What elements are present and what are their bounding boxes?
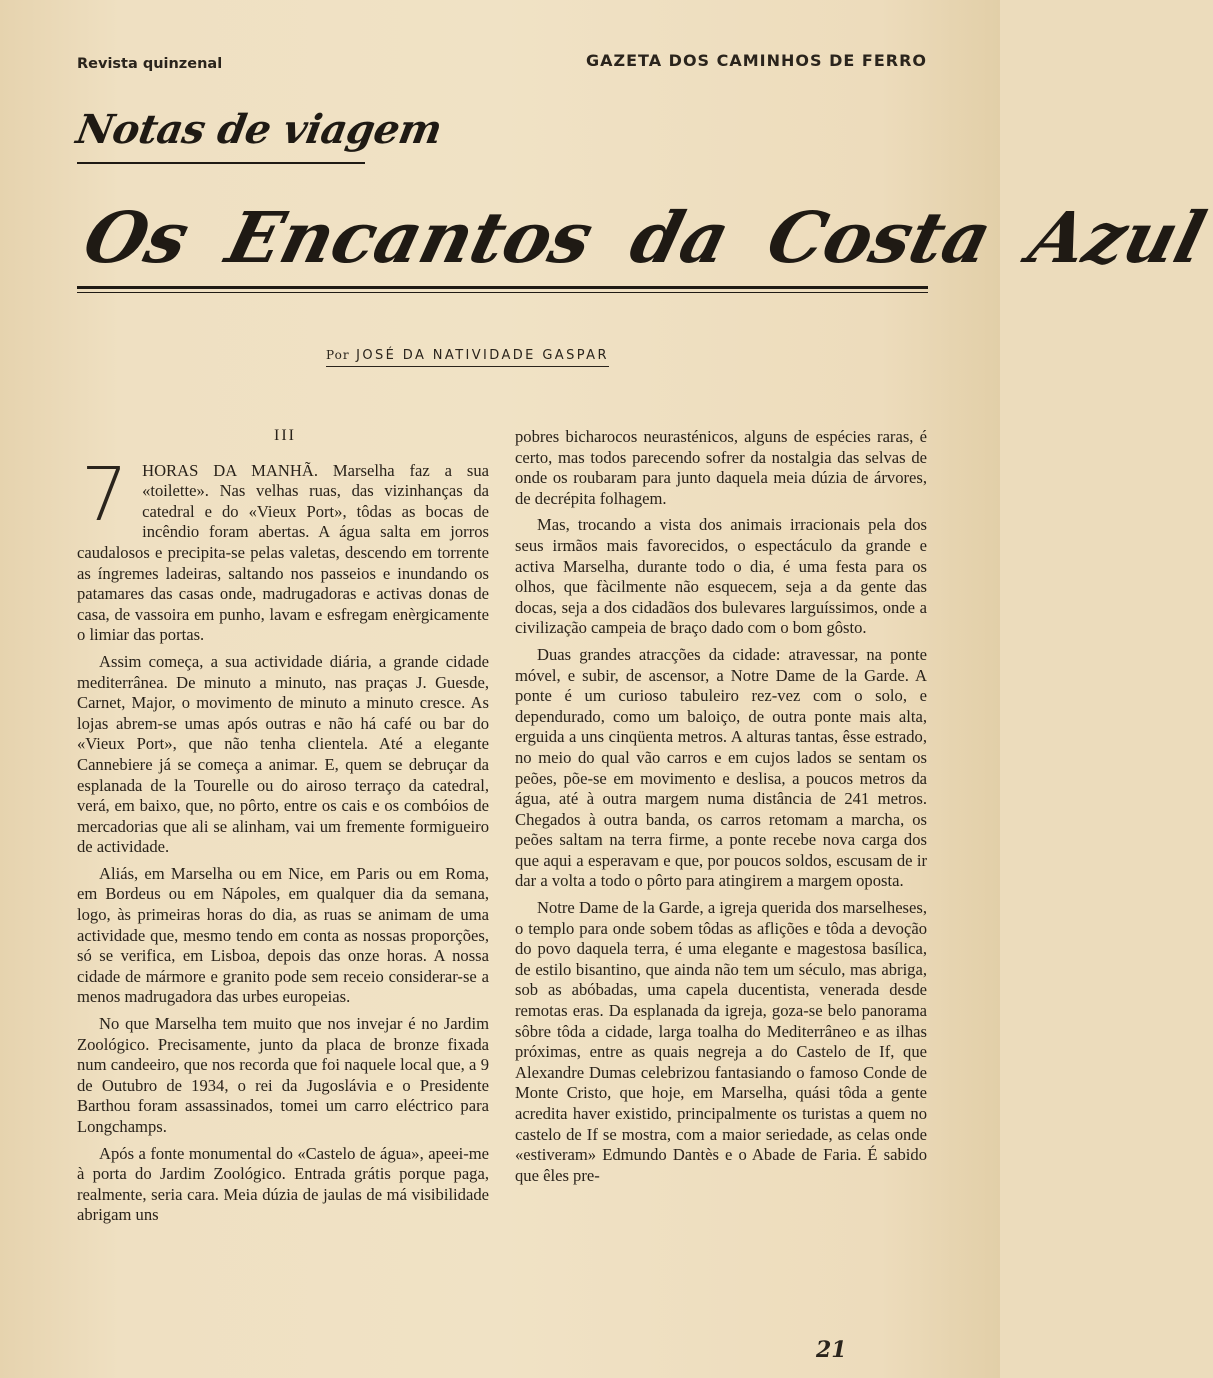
paragraph: pobres bicharocos neurasténicos, alguns de espécies raras, é certo, mas todos parecendo sofrer da nostalgia das selvas de onde os roubaram para junto daquela meia dúzia de árvores, de decrépita folhagem. — [515, 427, 927, 508]
paragraph: Duas grandes atracções da cidade: atravessar, na ponte móvel, e subir, de ascensor, a Notre Dame de la Garde. A ponte é um curioso tabuleiro rez-vez com o solo, e dependurado, como um baloiço, de outra ponte mais alta, erguida a uns cinqüenta metros. A alturas tantas, êsse estrado, no meio do qual vão carros e em cujos lados se sentam os peões, põe-se em movimento e deslisa, a poucos metros da água, até à outra margem numa distância de 241 metros. Chegados à outra banda, os carros retomam a marcha, os peões saltam na terra firme, a ponte recebe nova carga dos que aqui a esperavam e que, por poucos soldos, escusam de ir dar a volta a todo o pôrto para atingirem a margem oposta. — [515, 644, 927, 891]
article-title: Os Encantos da Costa Azul — [76, 196, 1213, 279]
article-byline — [326, 348, 609, 367]
paragraph: Aliás, em Marselha ou em Nice, em Paris ou em Roma, em Bordeus ou em Nápoles, em qualquer dia da semana, logo, às primeiras horas do dia, as ruas se animam de uma actividade que, mesmo tendo em conta as nossas proporções, só se verifica, em Lisboa, depois das onze horas. A nossa cidade de mármore e granito pode sem receio considerar-se a menos madrugadora das urbes europeias. — [77, 863, 489, 1007]
drop-cap: 7 — [81, 451, 129, 538]
paragraph — [77, 451, 489, 646]
text-column-left — [77, 422, 489, 1226]
paragraph: Mas, trocando a vista dos animais irracionais pela dos seus irmãos mais favorecidos, o espectáculo da grande e activa Marselha, durante todo o dia, é uma festa para os olhos, que fàcilmente não esquecem, seja a da gente das docas, seja a dos cidadãos dos bulevares larguíssimos, onde a civilização campeia de braço dado com o bom gôsto. — [515, 515, 927, 638]
page-number: 21 — [816, 1337, 847, 1363]
text-column-right — [515, 427, 927, 1186]
paragraph: No que Marselha tem muito que nos invejar é no Jardim Zoológico. Precisamente, junto da placa de bronze fixada num candeeiro, que nos recorda que foi naquele local que, a 9 de Outubro de 1934, o rei da Jugoslávia e o Presidente Barthou foram assassinados, tomei um carro eléctrico para Longchamps. — [77, 1014, 489, 1136]
article-kicker: Notas de viagem — [72, 106, 446, 153]
paragraph-text: HORAS DA MANHÃ. Marselha faz a sua «toilette». Nas velhas ruas, das vizinhanças da catedral e do «Vieux Port», tôdas as bocas de incêndio foram abertas. A água salta em jorros caudalosos e precipita-se pelas valetas, descendo em torrente as íngremes ladeiras, saltando nos passeios e inundando os patamares das casas onde, madrugadoras e activas donas de casa, de vassoira em punho, lavam e esfregam enèrgicamente o limiar das portas. — [77, 460, 489, 645]
title-rule-thin — [77, 292, 928, 293]
header-periodicity: Revista quinzenal — [77, 56, 223, 72]
section-number: III — [274, 427, 296, 444]
header-publication-title: GAZETA DOS CAMINHOS DE FERRO — [585, 51, 927, 70]
byline-prefix: Por — [326, 348, 350, 362]
byline-author: JOSÉ DA NATIVIDADE GASPAR — [356, 348, 609, 363]
paragraph: Após a fonte monumental do «Castelo de água», apeei-me à porta do Jardim Zoológico. Entrada grátis porque paga, realmente, seria cara. Meia dúzia de jaulas de má visibilidade abrigam uns — [77, 1143, 489, 1225]
kicker-underline — [77, 162, 365, 164]
paragraph: Notre Dame de la Garde, a igreja querida dos marselheses, o templo para onde sobem tôdas as aflições e tôda a devoção do povo daquela terra, é uma elegante e magestosa basílica, de estilo bisantino, que ainda não tem um século, mas abriga, sob as abóbadas, uma capela ducentista, venerada desde remotas eras. Da esplanada da igreja, goza-se belo panorama sôbre tôda a cidade, larga toalha do Mediterrâneo e as ilhas próximas, entre as quais negreja a do Castelo de If, que Alexandre Dumas celebrizou fantasiando o famoso Conde de Monte Cristo, que hoje, em Marselha, quási tôda a gente acredita haver existido, principalmente os turistas a quem no castelo de If se mostra, com a maior seriedade, as celas onde «estiveram» Edmundo Dantès e o Abade de Faria. É sabido que êles pre- — [515, 898, 927, 1185]
title-rule-thick — [77, 286, 928, 289]
paragraph: Assim começa, a sua actividade diária, a grande cidade mediterrânea. De minuto a minuto, nas praças J. Guesde, Carnet, Major, o movimento de minuto a minuto cresce. As lojas abrem-se umas após outras e não há café ou bar do «Vieux Port», que não tenha clientela. Até a elegante Cannebiere já se começa a animar. E, quem se debruçar da esplanada de la Tourelle ou do airoso terraço da catedral, verá, em baixo, que, no pôrto, entre os cais e os combóios de mercadorias que ali se alinham, vai um fremente formigueiro de actividade. — [77, 651, 489, 857]
